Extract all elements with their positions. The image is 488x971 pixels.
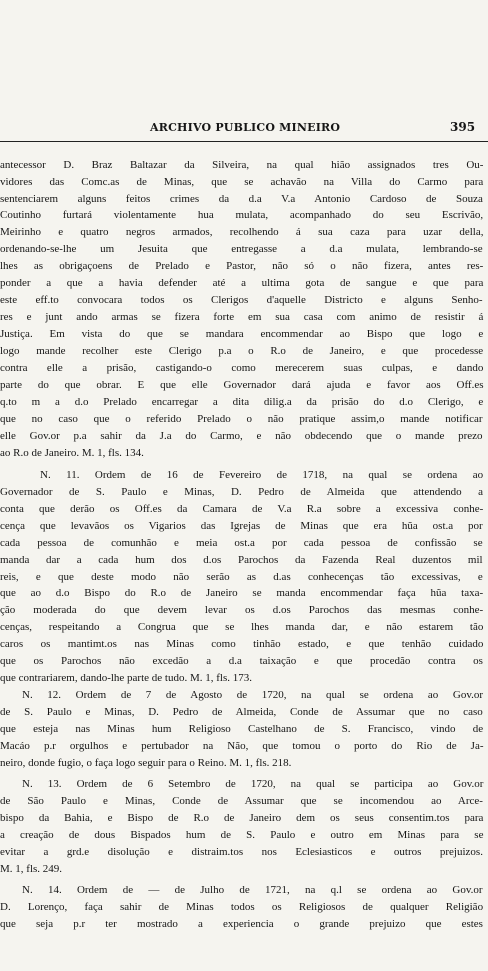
text-line: que seja p.r ter mostrado a experiencia o grande prejuizo que estes (0, 918, 483, 930)
page-number: 395 (450, 120, 476, 134)
text-line: conta que derão os Off.es da Camara de V.a R.a sobre a excessiva conhe- (0, 503, 484, 515)
text-line: manda dar a cada hum dos d.os Parochos da Fazenda Real duzentos mil (0, 554, 483, 566)
text-line: contra elle a prisão, castigando-o como merecerem suas culpas, e dando (0, 362, 484, 374)
text-line: que os Parochos não excedão a d.a taixação e que procedão contra os (0, 655, 483, 667)
text-line: antecessor D. Braz Baltazar da Silveira, na qual hião assignados tres Ou- (0, 159, 484, 171)
text-line: N. 13. Ordem de 6 Setembro de 1720, na qual se participa ao Gov.or (22, 778, 484, 790)
text-line: parte do que obrar. E que elle Governador dará ajuda e favor aos Off.es (0, 379, 484, 391)
text-line: de S. Paulo e Minas, D. Pedro de Almeida, Conde de Assumar que no caso (0, 706, 483, 718)
header-rule (0, 141, 488, 142)
text-line: que ao d.o Bispo do R.o de Janeiro se manda encommendar faça hũa taxa- (0, 587, 484, 599)
text-line: ponder a que a havia defender até a ultima gota de sangue e que para (0, 277, 484, 289)
text-line: cenças, respeitando a Congrua que se lhes manda dar, e não estarem tão (0, 621, 484, 633)
text-line: Coutinho furtará violentamente hua mulata, acompanhado do seu Escrivão, (0, 209, 484, 221)
text-line: reis, e que deste modo não serão as d.as conhecenças tão excessivas, e (0, 571, 483, 583)
text-line: que no caso que o referido Prelado o não pratique assim,o mande notificar (0, 413, 483, 425)
text-line: cada pessoa de comunhão e meia ost.a por cada pessoa de confissão se (0, 537, 483, 549)
text-line: Justiça. Em vista do que se mandara encommendar ao Bispo que logo e (0, 328, 484, 340)
text-line: q.to m a d.o Prelado encarregar a dita dilig.a da prisão do d.o Clerigo, e (0, 396, 484, 408)
header-title: ARCHIVO PUBLICO MINEIRO (150, 121, 341, 134)
text-line: evitar a grd.e disolução e distraim.tos nos Eclesiasticos e outros prejuizos. (0, 846, 483, 858)
text-line: logo mande recolher este Clerigo p.a o R.o de Janeiro, e que procedesse (0, 345, 484, 357)
text-line: D. Lorenço, faça sahir de Minas todos os Religiosos de qualquer Religião (0, 901, 484, 913)
text-line: bispo da Bahia, e Bispo de R.o de Janeiro dem os seus consentim.tos para (0, 812, 484, 824)
text-line: que contrariarem, dando-lhe parte de tudo. M. 1, fls. 173. (0, 672, 253, 684)
running-header (0, 118, 488, 140)
text-line: Meirinho e quatro negros armados, recolhendo á sua caza para uzar della, (0, 226, 484, 238)
text-line: ao R.o de Janeiro. M. 1, fls. 134. (0, 447, 144, 459)
text-line: res e junt ando armas se fizera forte em sua casa com animo de resistir á (0, 311, 484, 323)
text-line: de São Paulo e Minas, Conde de Assumar que se incomendou ao Arce- (0, 795, 483, 807)
text-line: neiro, donde fugio, o faça logo seguir para o Reino. M. 1, fls. 218. (0, 757, 292, 769)
text-line: Macáo p.r orgulhos e pertubador na Não, que tomou o porto do Rio de Ja- (0, 740, 484, 752)
text-line: que esteja nas Minas hum Religioso Castelhano de S. Francisco, vindo de (0, 723, 484, 735)
text-line: caros os mantimt.os nas Minas como tinhão estado, e que tenhão cuidado (0, 638, 484, 650)
text-line: cença que levavãos os Vigarios das Igrejas de Minas que era hũa ost.a por (0, 520, 483, 532)
text-line: ção moderada do que devem levar os d.os Parochos das mesmas conhe- (0, 604, 484, 616)
text-line: M. 1, fls. 249. (0, 863, 63, 875)
text-line: N. 14. Ordem de — de Julho de 1721, na q.l se ordena ao Gov.or (22, 884, 483, 896)
text-line: a creação de dous Bispados hum de S. Paulo e outro em Minas para se (0, 829, 484, 841)
text-line: vidores das Comc.as de Minas, que se achavão na Villa do Carmo para (0, 176, 484, 188)
text-line: ordenando-se-lhe um Jesuita que entregasse a d.a mulata, lembrando-se (0, 243, 483, 255)
text-line: elle Gov.or p.a sahir da J.a do Carmo, e não obdecendo que o mande prezo (0, 430, 483, 442)
text-line: N. 12. Ordem de 7 de Agosto de 1720, na qual se ordena ao Gov.or (22, 689, 484, 701)
text-line: N. 11. Ordem de 16 de Fevereiro de 1718, na qual se ordena ao (40, 469, 484, 481)
text-line: Governador de S. Paulo e Minas, D. Pedro de Almeida que attendendo a (0, 486, 484, 498)
text-line: este eff.to convocara todos os Clerigos d'aquelle Districto e alguns Senho- (0, 294, 483, 306)
text-line: lhes as obrigaçoens de Prelado e Pastor, não só o não fizera, antes res- (0, 260, 484, 272)
text-line: sentenciarem alguns feitos crimes da d.a V.a Antonio Cardoso de Souza (0, 193, 483, 205)
